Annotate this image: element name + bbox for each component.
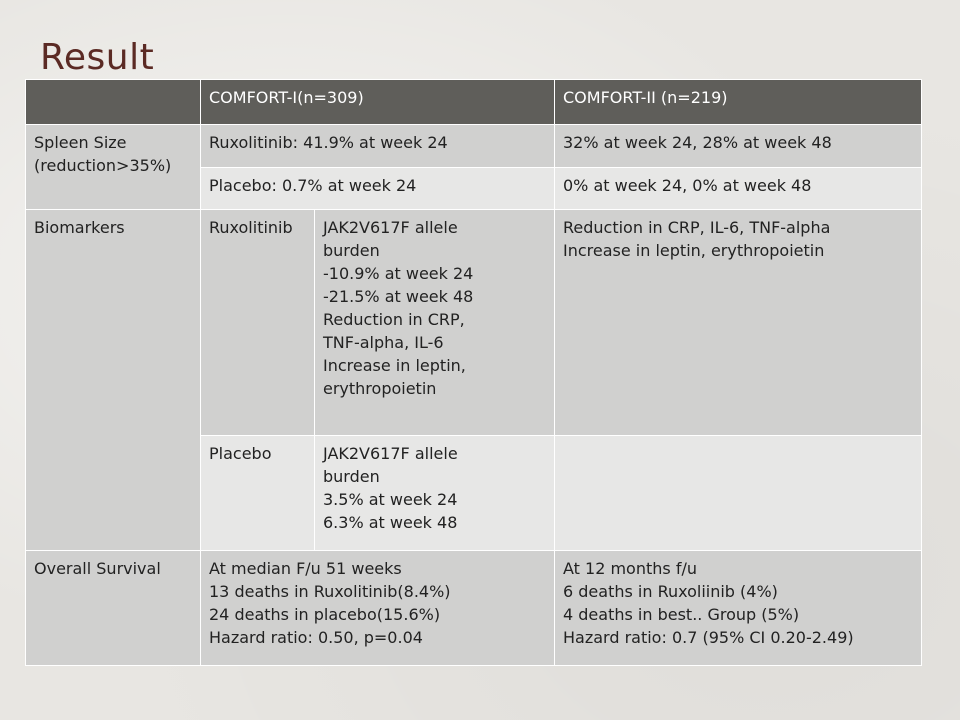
cell-spleen-ruxolitinib-comfort-i: Ruxolitinib: 41.9% at week 24 <box>201 125 555 168</box>
text-line: Hazard ratio: 0.7 (95% CI 0.20-2.49) <box>563 628 854 647</box>
text-line: Hazard ratio: 0.50, p=0.04 <box>209 628 423 647</box>
text-line: Increase in leptin, erythropoietin <box>563 241 825 260</box>
text-line: 4 deaths in best.. Group (5%) <box>563 605 800 624</box>
cell-survival-comfort-ii <box>555 551 922 666</box>
text-line: TNF-alpha, IL-6 <box>323 333 444 352</box>
text-line: At 12 months f/u <box>563 559 697 578</box>
text-line: -21.5% at week 48 <box>323 287 474 306</box>
header-cell-blank <box>26 80 201 125</box>
spleen-label-line: (reduction>35%) <box>34 156 172 175</box>
cell-spleen-ruxolitinib-comfort-ii: 32% at week 24, 28% at week 48 <box>555 125 922 168</box>
cell-survival-comfort-i <box>201 551 555 666</box>
cell-biomarkers-placebo-comfort-i <box>315 436 555 551</box>
table-row-spleen-ruxolitinib <box>26 125 922 168</box>
text-line: 6.3% at week 48 <box>323 513 458 532</box>
cell-biomarkers-ruxolitinib-comfort-i <box>315 210 555 436</box>
spleen-label-line: Spleen Size <box>34 133 127 152</box>
text-line: Reduction in CRP, IL-6, TNF-alpha <box>563 218 831 237</box>
text-line: At median F/u 51 weeks <box>209 559 402 578</box>
cell-biomarkers-ruxolitinib-comfort-ii <box>555 210 922 436</box>
row-label-biomarkers: Biomarkers <box>26 210 201 551</box>
cell-biomarkers-placebo-comfort-ii <box>555 436 922 551</box>
results-table <box>25 79 922 666</box>
text-line: 13 deaths in Ruxolitinib(8.4%) <box>209 582 451 601</box>
header-comfort-ii: COMFORT-II (n=219) <box>555 80 922 125</box>
table-row-overall-survival <box>26 551 922 666</box>
text-line: Reduction in CRP, <box>323 310 465 329</box>
table-header-row <box>26 80 922 125</box>
text-line: 6 deaths in Ruxoliinib (4%) <box>563 582 778 601</box>
text-line: burden <box>323 241 380 260</box>
text-line: JAK2V617F allele <box>323 444 458 463</box>
row-label-spleen-size <box>26 125 201 210</box>
text-line: JAK2V617F allele <box>323 218 458 237</box>
cell-spleen-placebo-comfort-ii: 0% at week 24, 0% at week 48 <box>555 168 922 210</box>
page-title: Result <box>40 37 155 78</box>
text-line: 24 deaths in placebo(15.6%) <box>209 605 441 624</box>
text-line: burden <box>323 467 380 486</box>
text-line: 3.5% at week 24 <box>323 490 458 509</box>
sublabel-placebo: Placebo <box>201 436 315 551</box>
text-line: erythropoietin <box>323 379 437 398</box>
text-line: Increase in leptin, <box>323 356 466 375</box>
text-line: -10.9% at week 24 <box>323 264 474 283</box>
row-label-overall-survival: Overall Survival <box>26 551 201 666</box>
cell-spleen-placebo-comfort-i: Placebo: 0.7% at week 24 <box>201 168 555 210</box>
sublabel-ruxolitinib: Ruxolitinib <box>201 210 315 436</box>
table-row-biomarkers-ruxolitinib <box>26 210 922 436</box>
header-comfort-i: COMFORT-I(n=309) <box>201 80 555 125</box>
